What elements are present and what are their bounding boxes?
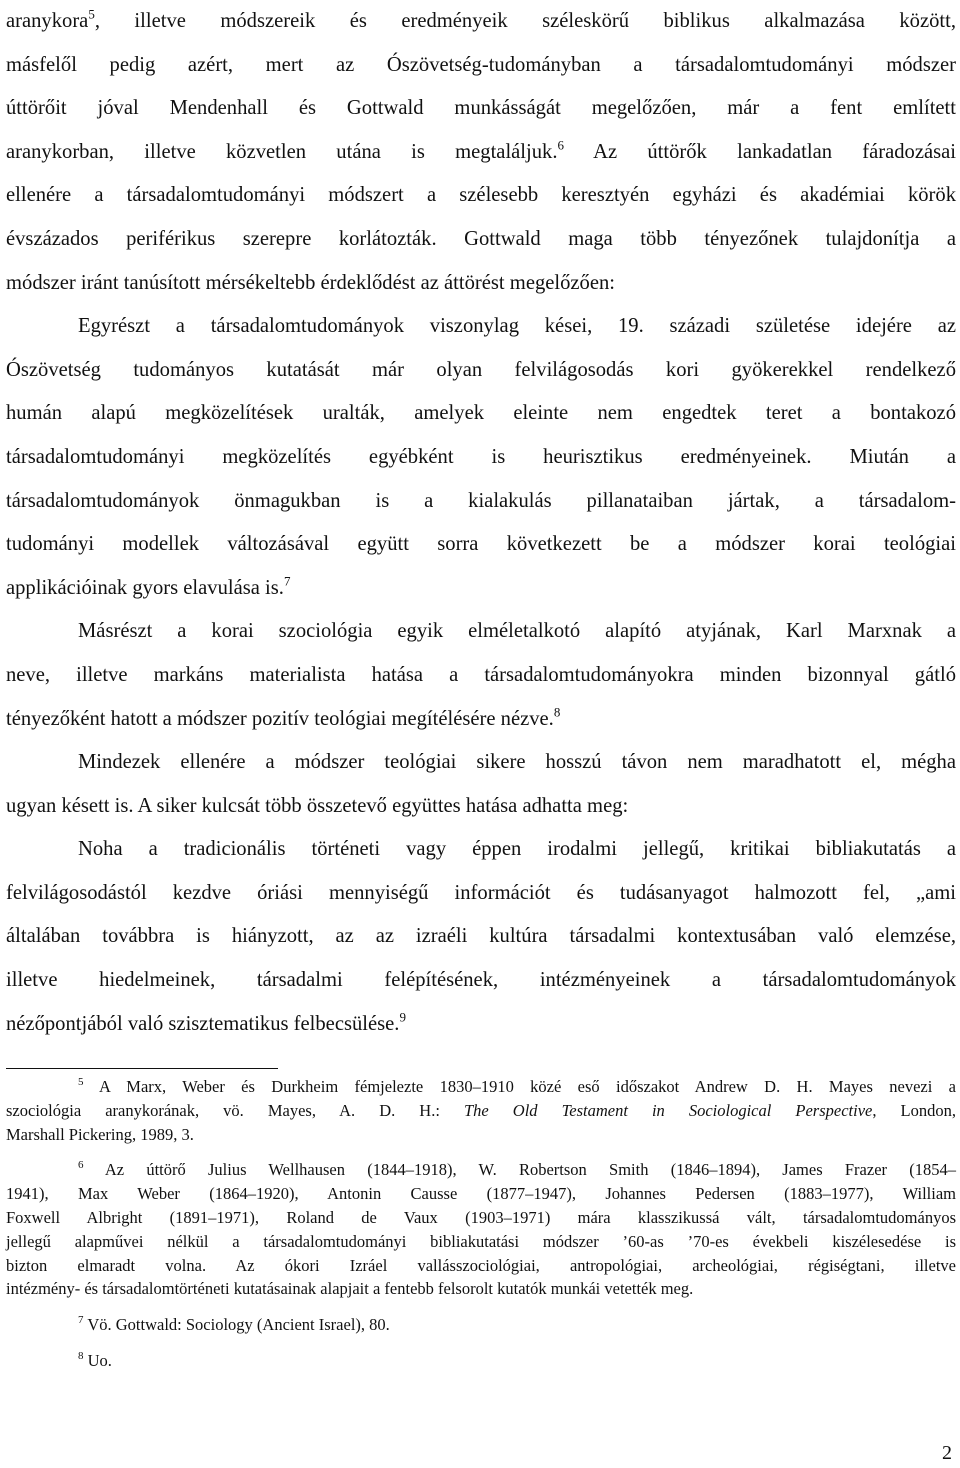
- page-number: 2: [942, 1442, 952, 1464]
- footnote-separator: [6, 1068, 278, 1069]
- footnote-ref[interactable]: 7: [283, 573, 291, 589]
- footnote-ref[interactable]: 5: [88, 6, 95, 22]
- text-line: aranykora$^5$, illetve módszereik és eredményeik széleskörű biblikus alkalmazása között,: [6, 6, 956, 32]
- text-line: módszer iránt tanúsított mérsékeltebb érdeklődést az áttörést megelőzően:: [6, 271, 616, 294]
- footnote-ref[interactable]: 9: [399, 1009, 406, 1025]
- text-line: társadalomtudományi megközelítés egyébként is heurisztikus eredményeinek. Miután a: [6, 445, 956, 468]
- text-line: évszázados periférikus szerepre korlátozták. Gottwald maga több tényezőnek tulajdonítja a: [6, 227, 956, 250]
- footnote-ref[interactable]: 6: [557, 137, 564, 153]
- text-line: másfelől pedig azért, mert az Ószövetség-tudományban a társadalomtudományi módszer: [6, 53, 956, 76]
- text-line: aranykorban, illetve közvetlen utána is megtaláljuk.$^6$ Az úttörők lankadatlan fáradozásai: [6, 137, 956, 163]
- footnote-7: $^7$ Vö. Gottwald: Sociology (Ancient Israel), 80.: [78, 1314, 390, 1335]
- text-line: felvilágosodástól kezdve óriási mennyiségű információt és tudásanyagot halmozott fel, „ami: [6, 881, 956, 904]
- footnote-ref[interactable]: 8: [553, 704, 561, 720]
- text-line: általában továbbra is hiányzott, az az izraéli kultúra társadalmi kontextusában való elemzése,: [6, 925, 956, 948]
- text-line: neve, illetve markáns materialista hatása a társadalomtudományokra minden bizonnyal gátló: [6, 663, 956, 686]
- text-line: Mindezek ellenére a módszer teológiai sikere hosszú távon nem maradhatott el, mégha: [78, 751, 956, 774]
- text-line: tényezőként hatott a módszer pozitív teológiai megítélésére nézve.$^8$: [6, 704, 561, 730]
- text-line: társadalomtudományok önmagukban is a kialakulás pillanataiban jártak, a társadalom-: [6, 489, 956, 512]
- text-line: tudományi modellek változásával együtt sorra következett be a módszer korai teológiai: [6, 533, 956, 556]
- document-page: [6, 0, 956, 1046]
- text-line: Ószövetség tudományos kutatását már olyan felvilágosodás kori gyökerekkel rendelkező: [6, 358, 956, 381]
- footnote-8: $^8$ Uo.: [78, 1349, 112, 1370]
- text-line: illetve hiedelmeinek, társadalmi felépítésének, intézményeinek a társadalomtudományok: [6, 969, 956, 992]
- footnote-5: $^5$ A Marx, Weber és Durkheim fémjelezte 1830–1910 közé eső időszakot Andrew D. H. Mayes nevezi a szociológia aranykorának, vö. Mayes, A. D. H.: The Old Testament in Sociological Perspective, London, Marshall Pickering, 1989, 3.: [6, 1075, 956, 1144]
- text-line: ellenére a társadalomtudományi módszert a szélesebb keresztyén egyházi és akadémiai körök: [6, 184, 956, 207]
- main-text: [6, 0, 956, 1046]
- text-line: ugyan késett is. A siker kulcsát több összetevő együttes hatása adhatta meg:: [6, 794, 629, 817]
- footnote-6: $^6$ Az úttörő Julius Wellhausen (1844–1918), W. Robertson Smith (1846–1894), James Frazer (1854– 1941), Max Weber (1864–1920), Antonin Causse (1877–1947), Johannes Pedersen (1883–1977), William Foxwell Albright (1891–1971), Roland de Vaux (1903–1971) mára klasszikussá vált, társadalomtudományos jellegű alapművei nélkül a társadalomtudományi bibliakutatási módszer ’60-as ’70-es évekbeli kiszélesedése is bizton elmaradt volna. Az ókori Izráel vallásszociológiai, antropológiai, archeológiai, régiségtani, illetve intézmény- és társadalomtörténeti kutatásainak alapjait a fentebb felsorolt kutatók munkái vetették meg.: [6, 1159, 956, 1299]
- text-line: úttörőit jóval Mendenhall és Gottwald munkásságát megelőzően, már a fent említett: [6, 97, 956, 120]
- text-line: applikációinak gyors elavulása is.$^7$: [6, 573, 291, 599]
- text-line: Egyrészt a társadalomtudományok viszonylag kései, 19. századi születése idejére az: [78, 315, 956, 338]
- text-line: nézőpontjából való szisztematikus felbecsülése.$^9$: [6, 1009, 406, 1035]
- text-line: humán alapú megközelítések uralták, amelyek eleinte nem engedtek teret a bontakozó: [6, 402, 956, 425]
- text-line: Noha a tradicionális történeti vagy éppen irodalmi jellegű, kritikai bibliakutatás a: [78, 838, 956, 861]
- footnotes: [6, 1075, 956, 1385]
- text-line: Másrészt a korai szociológia egyik elméletalkotó alapító atyjának, Karl Marxnak a: [78, 620, 956, 643]
